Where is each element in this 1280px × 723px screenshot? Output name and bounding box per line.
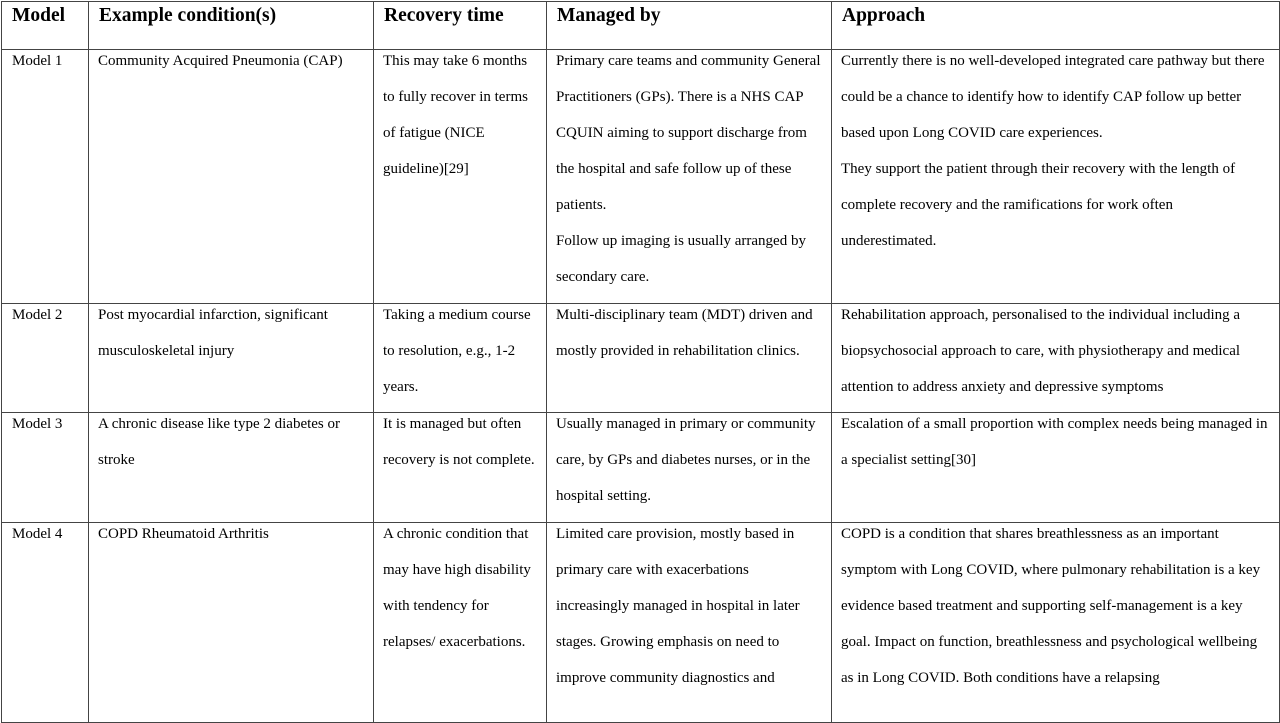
recovery-cell: Taking a medium course to resolution, e.g., 1-2 years. [374,304,547,413]
recovery-cell: A chronic condition that may have high disability with tendency for relapses/ exacerbations. [374,523,547,723]
model-cell: Model 2 [2,304,89,413]
approach-cell: Escalation of a small proportion with complex needs being managed in a specialist setting[30] [832,413,1280,523]
approach-cell: Currently there is no well-developed integrated care pathway but there could be a chance to identify how to identify CAP follow up better based upon Long COVID care experiences. They support the patient through their recovery with the length of complete recovery and the ramifications for work often underestimated. [832,50,1280,304]
table-row [2,304,1280,413]
recovery-cell: It is managed but often recovery is not complete. [374,413,547,523]
table-row [2,50,1280,304]
model-cell: Model 4 [2,523,89,723]
condition-cell: A chronic disease like type 2 diabetes or stroke [89,413,374,523]
header-recovery-time: Recovery time [374,2,547,50]
approach-cell: Rehabilitation approach, personalised to the individual including a biopsychosocial approach to care, with physiotherapy and medical attention to address anxiety and depressive symptoms [832,304,1280,413]
model-cell: Model 3 [2,413,89,523]
condition-cell: Community Acquired Pneumonia (CAP) [89,50,374,304]
header-approach: Approach [832,2,1280,50]
condition-cell: Post myocardial infarction, significant musculoskeletal injury [89,304,374,413]
approach-cell: COPD is a condition that shares breathlessness as an important symptom with Long COVID, where pulmonary rehabilitation is a key evidence based treatment and supporting self-management is a key goal. Impact on function, breathlessness and psychological wellbeing as in Long COVID. Both conditions have a relapsing [832,523,1280,723]
managed-cell: Usually managed in primary or community care, by GPs and diabetes nurses, or in the hospital setting. [547,413,832,523]
managed-cell: Multi-disciplinary team (MDT) driven and mostly provided in rehabilitation clinics. [547,304,832,413]
table-row [2,523,1280,723]
table-row [2,413,1280,523]
managed-cell: Limited care provision, mostly based in primary care with exacerbations increasingly managed in hospital in later stages. Growing emphasis on need to improve community diagnostics and [547,523,832,723]
condition-cell: COPD Rheumatoid Arthritis [89,523,374,723]
model-cell: Model 1 [2,50,89,304]
recovery-cell: This may take 6 months to fully recover in terms of fatigue (NICE guideline)[29] [374,50,547,304]
managed-cell: Primary care teams and community General Practitioners (GPs). There is a NHS CAP CQUIN aiming to support discharge from the hospital and safe follow up of these patients. Follow up imaging is usually arranged by secondary care. [547,50,832,304]
header-model: Model [2,2,89,50]
header-managed-by: Managed by [547,2,832,50]
care-models-table [1,1,1280,723]
header-example-conditions: Example condition(s) [89,2,374,50]
